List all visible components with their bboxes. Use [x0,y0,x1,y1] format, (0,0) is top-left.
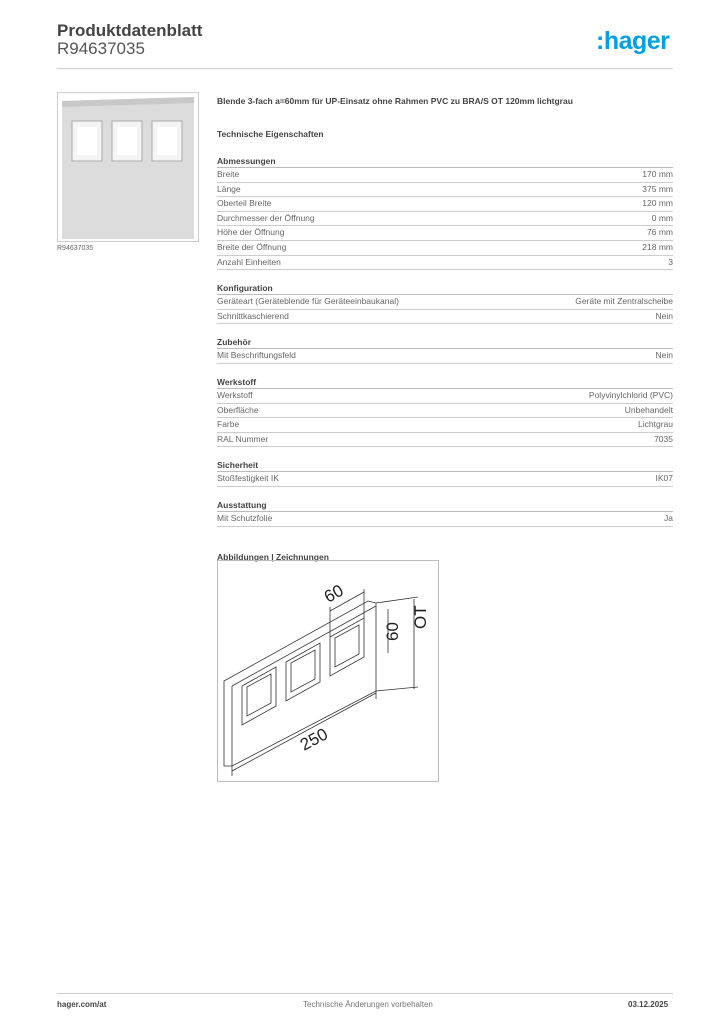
property-value: Lichtgrau [638,419,673,430]
property-label: Durchmesser der Öffnung [217,212,315,223]
property-row [217,295,673,310]
property-row [217,349,673,364]
property-label: Mit Beschriftungsfeld [217,350,296,361]
dim-width-label: 60 [320,580,347,607]
property-row [217,226,673,241]
hager-logo: :hager [596,27,670,55]
property-value: Nein [655,310,673,321]
property-row [217,404,673,419]
header-divider [57,68,673,69]
page-title: Produktdatenblatt [57,21,203,40]
dim-ot-label: OT [411,605,430,629]
section-heading: Abmessungen [217,155,673,168]
property-row [217,256,673,271]
product-details [217,96,673,566]
product-image [57,92,199,242]
dim-length-label: 250 [296,724,331,755]
property-value: 170 mm [642,169,673,179]
property-value: Nein [655,350,673,361]
section-heading: Konfiguration [217,282,673,295]
property-value: 7035 [654,433,673,444]
property-label: RAL Nummer [217,433,269,444]
image-caption: R94637035 [57,245,94,252]
property-value: 3 [668,256,673,267]
property-value: Ja [664,512,673,523]
footer-disclaimer: Technische Änderungen vorbehalten [303,1000,433,1009]
property-label: Schnittkaschierend [217,310,289,321]
property-label: Geräteart (Geräteblende für Geräteeinbaukanal) [217,296,399,307]
property-label: Stoßfestigkeit IK [217,473,279,484]
section-heading: Zubehör [217,336,673,349]
property-row [217,310,673,325]
product-title: Blende 3-fach a=60mm für UP-Einsatz ohne Rahmen PVC zu BRA/S OT 120mm lichtgrau [217,96,573,106]
footer-date: 03.12.2025 [628,1000,669,1009]
property-row [217,197,673,212]
property-value: Unbehandelt [624,404,673,415]
section-heading: Werkstoff [217,376,673,389]
property-label: Anzahl Einheiten [217,256,281,267]
property-value: 0 mm [651,212,673,223]
property-row [217,389,673,404]
property-row [217,512,673,527]
property-value: 76 mm [647,227,673,238]
property-value: 375 mm [642,183,673,194]
property-row [217,433,673,448]
property-value: Geräte mit Zentralscheibe [575,296,673,307]
dim-height-label: 60 [383,622,402,641]
property-label: Höhe der Öffnung [217,227,285,238]
footer-website: hager.com/at [57,1000,107,1009]
property-label: Farbe [217,419,240,430]
tech-heading: Technische Eigenschaften [217,129,324,139]
property-label: Werkstoff [217,389,253,400]
drawings-heading: Abbildungen | Zeichnungen [217,551,329,562]
property-value: 120 mm [642,198,673,209]
property-row [217,472,673,487]
property-row [217,168,673,183]
property-label: Oberfläche [217,404,259,415]
section-heading: Ausstattung [217,499,673,512]
property-label: Mit Schutzfolie [217,512,273,523]
product-code: R94637035 [57,39,145,58]
property-row [217,183,673,198]
property-row [217,241,673,256]
property-label: Oberteil Breite [217,198,272,209]
footer-divider [57,993,673,994]
section-heading: Sicherheit [217,459,673,472]
property-label: Breite der Öffnung [217,241,287,252]
technical-drawing [217,560,439,782]
property-label: Breite [217,169,240,179]
property-value: Polyvinylchlorid (PVC) [588,389,673,400]
property-row [217,418,673,433]
property-label: Länge [217,183,241,194]
property-value: IK07 [655,473,673,484]
property-row [217,212,673,227]
property-value: 218 mm [642,241,673,252]
